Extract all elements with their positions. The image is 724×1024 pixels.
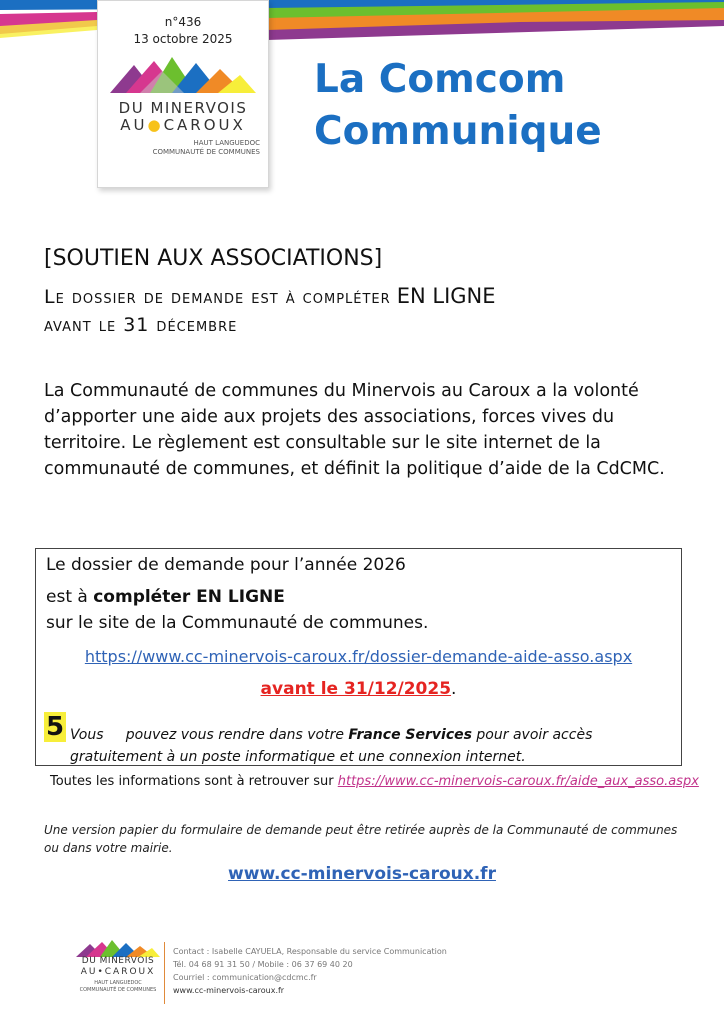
- intro-paragraph: La Communauté de communes du Minervois au Caroux a la volonté d’apporter une aide aux projets des associations, forces vives du territoire. Le règlement est consultable sur le site internet de la communauté de communes, et définit la politique d’aide de la CdCMC.: [44, 381, 665, 479]
- deadline: avant le 31/12/2025.: [260, 679, 457, 699]
- footer-logo-sub1: HAUT LANGUEDOC: [94, 980, 142, 986]
- footer-logo-line2: AU•CAROUX: [80, 967, 156, 977]
- info-link[interactable]: https://www.cc-minervois-caroux.fr/aide_aux_asso.aspx: [337, 774, 699, 789]
- dossier-link[interactable]: https://www.cc-minervois-caroux.fr/dossier-demande-aide-asso.aspx: [84, 647, 633, 666]
- article-headline: [44, 282, 694, 339]
- issue-date: 13 octobre 2025: [133, 32, 233, 46]
- footer-phone: Tél. 04 68 91 31 50 / Mobile : 06 37 69 40 20: [173, 960, 353, 969]
- headline-part-3: avant le 31 décembre: [44, 314, 238, 336]
- all-info-line: Toutes les informations sont à retrouver sur https://www.cc-minervois-caroux.fr/aide_aux_asso.aspx: [50, 774, 699, 789]
- headline-part-2: EN LIGNE: [396, 284, 496, 308]
- logo-text-minervois: DU MINERVOIS: [118, 99, 248, 117]
- issue-number: n°436: [164, 15, 202, 29]
- footer-logo-line1: DU MINERVOIS: [81, 956, 155, 966]
- newsletter-title: [314, 54, 714, 158]
- info-box: [35, 548, 682, 766]
- deadline-date: avant le 31/12/2025: [260, 679, 452, 699]
- france-services-number: 5: [46, 712, 65, 742]
- title-line-2: Communique: [314, 109, 602, 154]
- logo-subtitle-type: COMMUNAUTÉ DE COMMUNES: [152, 148, 260, 156]
- footer-email[interactable]: Courriel : communication@cdcmc.fr: [173, 973, 317, 982]
- website-link[interactable]: www.cc-minervois-caroux.fr: [228, 864, 496, 884]
- box-line-year: Le dossier de demande pour l’année 2026: [46, 555, 406, 575]
- box-line-site: sur le site de la Communauté de communes.: [46, 613, 429, 633]
- footer-contact: [173, 945, 447, 997]
- footer-web[interactable]: www.cc-minervois-caroux.fr: [173, 986, 285, 995]
- logo-subtitle-region: HAUT LANGUEDOC: [193, 139, 260, 147]
- paper-version-note: Une version papier du formulaire de demande peut être retirée auprès de la Communauté de communes ou dans votre mairie.: [44, 823, 678, 855]
- footer-separator: [164, 942, 165, 1004]
- headline-part-1: Le dossier de demande est à compléter: [44, 286, 391, 308]
- title-line-1: La Comcom: [314, 57, 566, 102]
- mountain-logo-icon: [110, 57, 256, 95]
- footer-logo-sub2: COMMUNAUTÉ DE COMMUNES: [79, 987, 157, 993]
- section-tag: [SOUTIEN AUX ASSOCIATIONS]: [44, 246, 383, 271]
- logo-card: [97, 0, 269, 188]
- logo-text-caroux: AU●CAROUX: [120, 116, 246, 134]
- footer-contact-person: Contact : Isabelle CAYUELA, Responsable du service Communication: [173, 947, 447, 956]
- france-services-note: Vous pouvez vous rendre dans votre France Services pour avoir accès gratuitement à un poste informatique et une connexion internet.: [70, 727, 593, 765]
- box-line-online: est à compléter EN LIGNE: [46, 587, 285, 607]
